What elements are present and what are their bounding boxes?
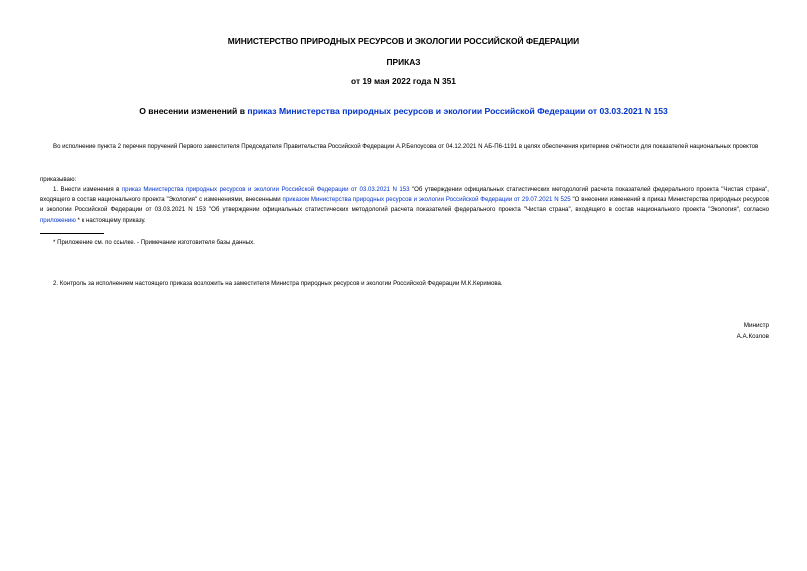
signature-name: А.А.Козлов	[736, 333, 769, 340]
order-subject	[0, 106, 807, 117]
footnote: * Приложение см. по ссылке. - Примечание изготовителя базы данных.	[53, 239, 255, 246]
decree-word: приказываю:	[40, 176, 77, 183]
item-1-text-c: "О внесении изменений в приказ Министерства природных ресурсов и экологии Российской Федерации от 03.03.2021 N 153 "Об утверждении официальных статистических методологий расчета показателей федерального проекта "Чистая страна", входящего в состав национального проекта "Экология", согласно	[40, 196, 769, 214]
item-1-paragraph	[40, 185, 769, 226]
item-1-text-b: "Об утверждении официальных статистических методологий расчета показателей федерального проекта "Чистая страна", входящего в состав национального проекта "Экология" с изменениями, внесенными	[40, 186, 770, 204]
intro-paragraph: Во исполнение пункта 2 перечня поручений Первого заместителя Председателя Правительства Российской Федерации А.Р.Белоусова от 04.12.2021 N АБ-П6-1191 в целях обеспечения критериев счётности для показателей национальных проектов	[53, 143, 759, 150]
ministry-heading: МИНИСТЕРСТВО ПРИРОДНЫХ РЕСУРСОВ И ЭКОЛОГИИ РОССИЙСКОЙ ФЕДЕРАЦИИ	[227, 36, 580, 46]
order-heading: ПРИКАЗ	[386, 57, 421, 67]
item-1-text-d: * к настоящему приказу.	[75, 216, 146, 224]
order-525-link[interactable]: приказом Министерства природных ресурсов и экологии Российской Федерации от 29.07.2021 N 525	[282, 196, 571, 204]
order-date: от 19 мая 2022 года N 351	[351, 76, 456, 86]
order-153-link[interactable]: приказ Министерства природных ресурсов и экологии Российской Федерации от 03.03.2021 N 153	[247, 106, 668, 116]
order-153-link-inline[interactable]: приказ Министерства природных ресурсов и экологии Российской Федерации от 03.03.2021 N 153	[121, 186, 410, 193]
signature-title: Министр	[743, 322, 769, 329]
footnote-divider	[40, 233, 104, 234]
appendix-link[interactable]: приложению	[40, 216, 76, 224]
item-2-paragraph: 2. Контроль за исполнением настоящего приказа возложить на заместителя Министра природных ресурсов и экологии Российской Федерации М.К.Керимова.	[53, 280, 503, 287]
order-subject-prefix: О внесении изменений в	[139, 106, 248, 116]
item-1-text-a: 1. Внести изменения в	[53, 186, 122, 193]
